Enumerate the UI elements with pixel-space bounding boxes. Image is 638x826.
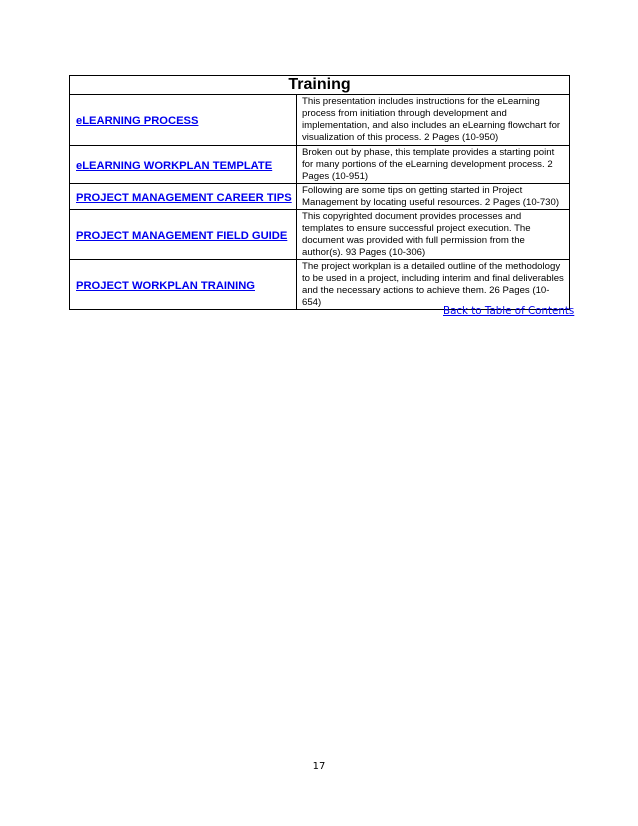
link-cell	[70, 184, 297, 210]
table-row	[70, 95, 570, 146]
description-cell: Following are some tips on getting started in Project Management by locating useful resources. 2 Pages (10-730)	[297, 184, 570, 210]
table-title: Training	[70, 76, 570, 95]
description-cell: This presentation includes instructions for the eLearning process from initiation through development and implementation, and also includes an eLearning flowchart for visualization of this process. 2 Pages (10-950)	[297, 95, 570, 146]
link-cell	[70, 210, 297, 260]
link-cell	[70, 146, 297, 184]
table-row	[70, 146, 570, 184]
table-title-row	[70, 76, 570, 95]
elearning-process-link[interactable]: eLEARNING PROCESS	[76, 115, 199, 127]
page-number: 17	[312, 761, 326, 772]
table-row	[70, 210, 570, 260]
training-table	[69, 75, 570, 310]
description-cell: Broken out by phase, this template provides a starting point for many portions of the eLearning development process. 2 Pages (10-951)	[297, 146, 570, 184]
link-cell	[70, 260, 297, 310]
table-row	[70, 260, 570, 310]
project-workplan-training-link[interactable]: PROJECT WORKPLAN TRAINING	[76, 279, 255, 292]
project-management-field-guide-link[interactable]: PROJECT MANAGEMENT FIELD GUIDE	[76, 229, 288, 242]
back-to-toc-link[interactable]: Back to Table of Contents	[443, 305, 575, 317]
project-management-career-tips-link[interactable]: PROJECT MANAGEMENT CAREER TIPS	[76, 191, 292, 204]
link-cell	[70, 95, 297, 146]
elearning-workplan-template-link[interactable]: eLEARNING WORKPLAN TEMPLATE	[76, 159, 273, 172]
description-cell: This copyrighted document provides processes and templates to ensure successful project execution. The document was provided with full permission from the author(s). 93 Pages (10-306)	[297, 210, 570, 260]
description-cell: The project workplan is a detailed outline of the methodology to be used in a project, including interim and final deliverables and the necessary actions to achieve them. 26 Pages (10-654)	[297, 260, 570, 310]
table-row	[70, 184, 570, 210]
